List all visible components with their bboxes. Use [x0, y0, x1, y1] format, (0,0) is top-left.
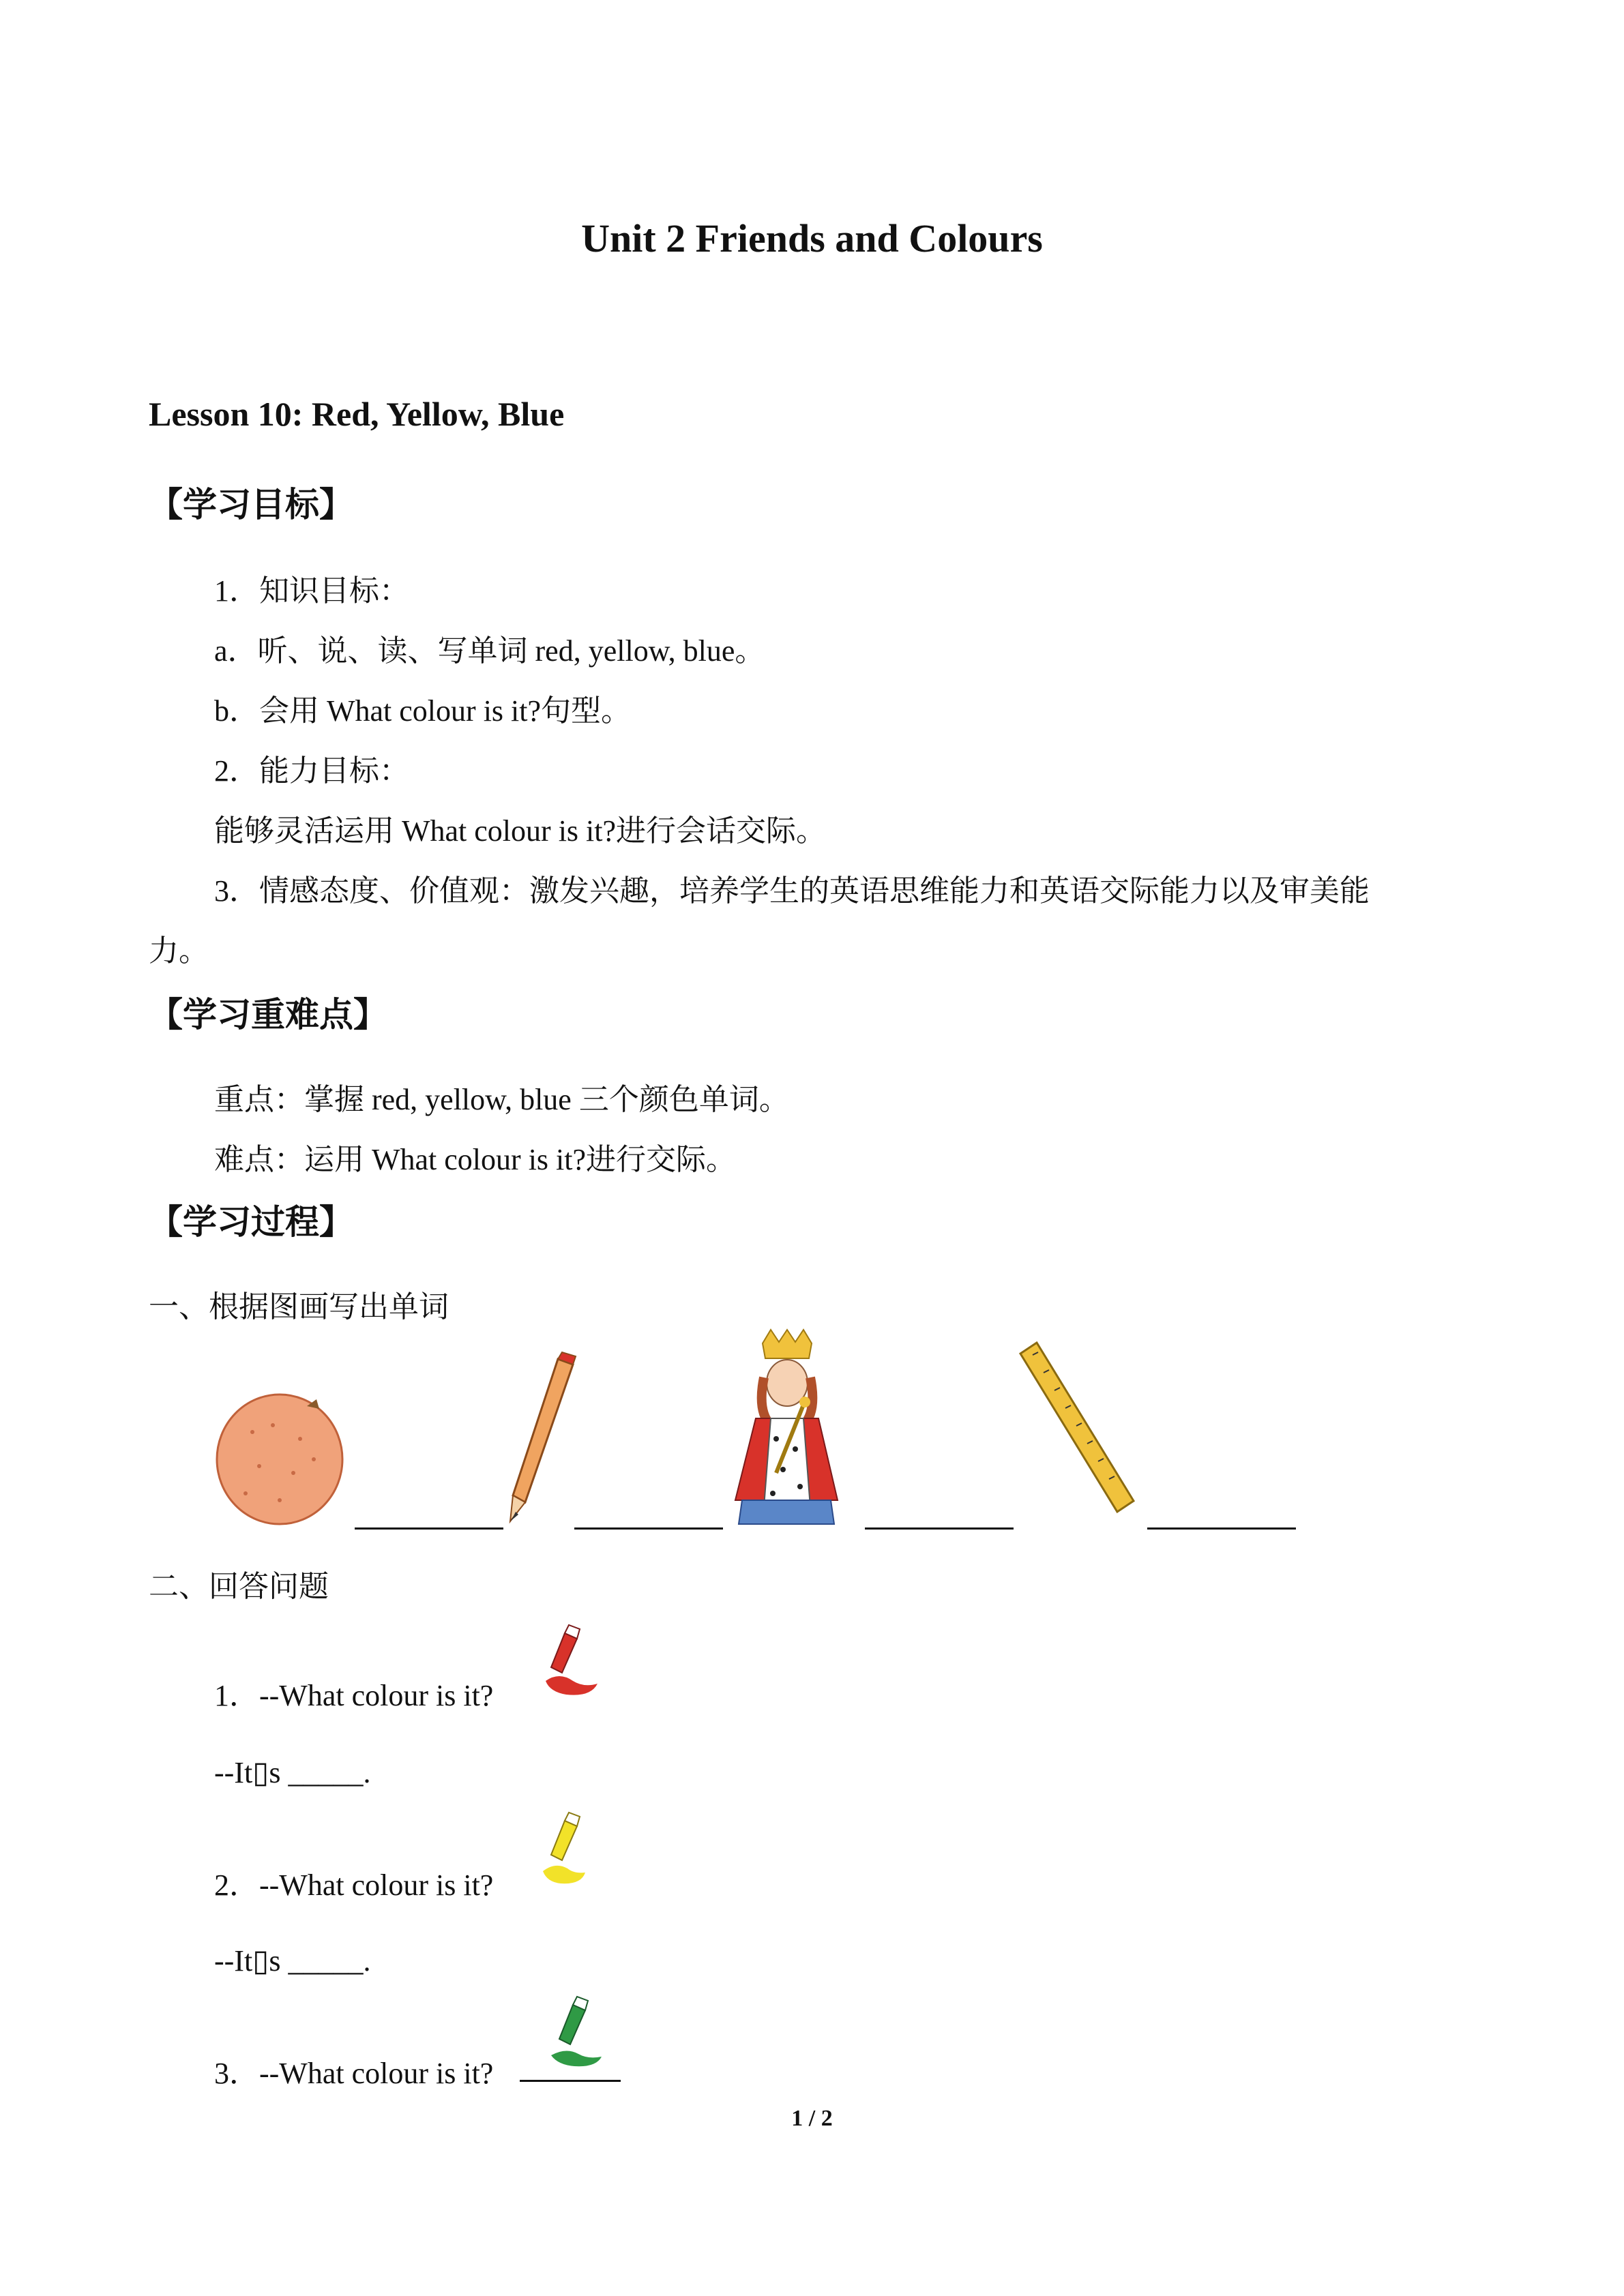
process-heading: 【学习过程】 [149, 1202, 353, 1242]
question-1: 1．--What colour is it? [214, 1679, 494, 1712]
goals-heading: 【学习目标】 [149, 485, 353, 524]
part1-title: 一、根据图画写出单词 [149, 1290, 449, 1324]
page-title: Unit 2 Friends and Colours [581, 216, 1043, 260]
page-number: 1 / 2 [791, 2106, 833, 2131]
queen-picture [722, 1330, 851, 1527]
difficulty-point: 难点：运用 What colour is it?进行交际。 [214, 1143, 737, 1176]
ability-goal-text: 能够灵活运用 What colour is it?进行会话交际。 [214, 814, 827, 848]
blank-pencil[interactable] [574, 1527, 723, 1530]
blank-queen[interactable] [865, 1527, 1014, 1530]
focus-point: 重点：掌握 red, yellow, blue 三个颜色单词。 [214, 1083, 789, 1116]
blank-ruler[interactable] [1147, 1527, 1296, 1530]
attitude-goal-line2: 力。 [149, 934, 209, 968]
ruler-picture [1016, 1340, 1139, 1517]
question-3: 3．--What colour is it? [214, 2057, 494, 2090]
part2-title: 二、回答问题 [149, 1570, 329, 1603]
knowledge-goal-a: a．听、说、读、写单词 red, yellow, blue。 [214, 634, 765, 668]
knowledge-goal-b: b．会用 What colour is it?句型。 [214, 694, 632, 728]
blank-orange[interactable] [355, 1527, 503, 1530]
blank-answer-3[interactable] [520, 2080, 621, 2082]
yellow-crayon-icon [539, 1814, 607, 1889]
knowledge-goal-title: 1．知识目标： [214, 574, 409, 608]
answer-1: --It▯s _____. [214, 1756, 371, 1789]
pencil-picture [503, 1354, 578, 1524]
orange-picture [211, 1384, 348, 1527]
lesson-title: Lesson 10: Red, Yellow, Blue [149, 395, 565, 433]
question-2: 2．--What colour is it? [214, 1868, 494, 1902]
answer-2: --It▯s _____. [214, 1944, 371, 1978]
red-crayon-icon [539, 1626, 607, 1701]
key-points-heading: 【学习重难点】 [149, 995, 387, 1034]
ability-goal-title: 2．能力目标： [214, 754, 409, 788]
attitude-goal-line1: 3．情感态度、价值观：激发兴趣，培养学生的英语思维能力和英语交际能力以及审美能 [214, 874, 1370, 908]
green-crayon-icon [546, 1998, 614, 2073]
